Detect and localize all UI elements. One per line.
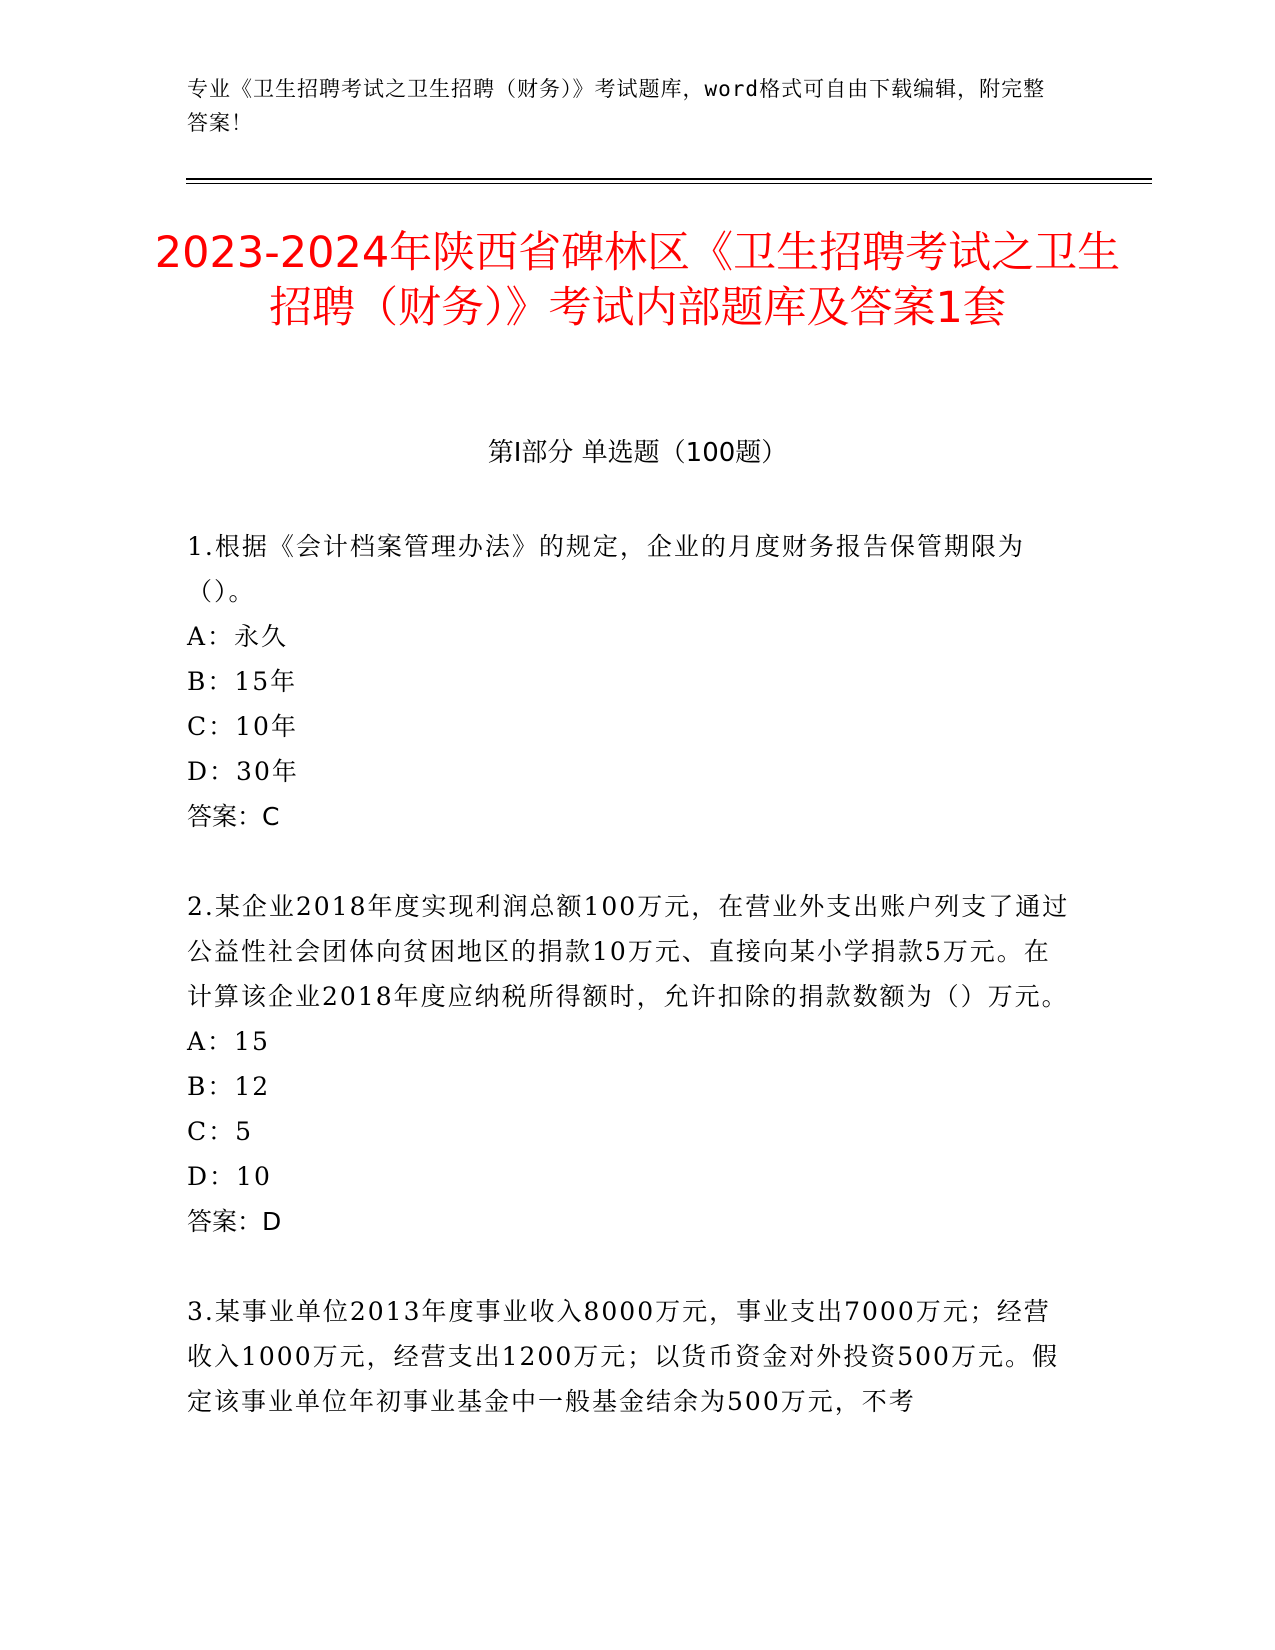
document-title: 2023-2024年陕西省碑林区《卫生招聘考试之卫生招聘（财务）》考试内部题库及答案1套 [154,228,1121,333]
option-a: A：15 [187,1027,270,1056]
question-text: 1.根据《会计档案管理办法》的规定，企业的月度财务报告保管期限为（）。 [187,532,1025,606]
header-note: 专业《卫生招聘考试之卫生招聘（财务）》考试题库，word格式可自由下载编辑，附完整答案！ [187,77,1046,135]
question-text: 2.某企业2018年度实现利润总额100万元，在营业外支出账户列支了通过公益性社会团体向贫困地区的捐款10万元、直接向某小学捐款5万元。在计算该企业2018年度应纳税所得额时，允许扣除的捐款数额为（）万元。 [187,892,1070,1011]
answer: 答案：D [187,1207,282,1236]
question-text: 3.某事业单位2013年度事业收入8000万元，事业支出7000万元；经营收入1000万元，经营支出1200万元；以货币资金对外投资500万元。假定该事业单位年初事业基金中一般基金结余为500万元，不考 [187,1297,1059,1416]
option-c: C：10年 [187,712,298,741]
header-divider-thin [186,183,1152,184]
question-3 [187,1289,1077,1424]
answer: 答案：C [187,802,280,831]
option-b: B：15年 [187,667,298,696]
question-list [187,524,1077,1469]
question-1 [187,524,1077,839]
option-d: D：10 [187,1162,272,1191]
option-b: B：12 [187,1072,271,1101]
section-heading: 第I部分 单选题（100题） [487,438,788,468]
option-d: D：30年 [187,757,299,786]
option-a: A：永久 [187,622,289,651]
question-2 [187,884,1077,1244]
header-divider-thick [186,178,1152,180]
option-c: C：5 [187,1117,254,1146]
